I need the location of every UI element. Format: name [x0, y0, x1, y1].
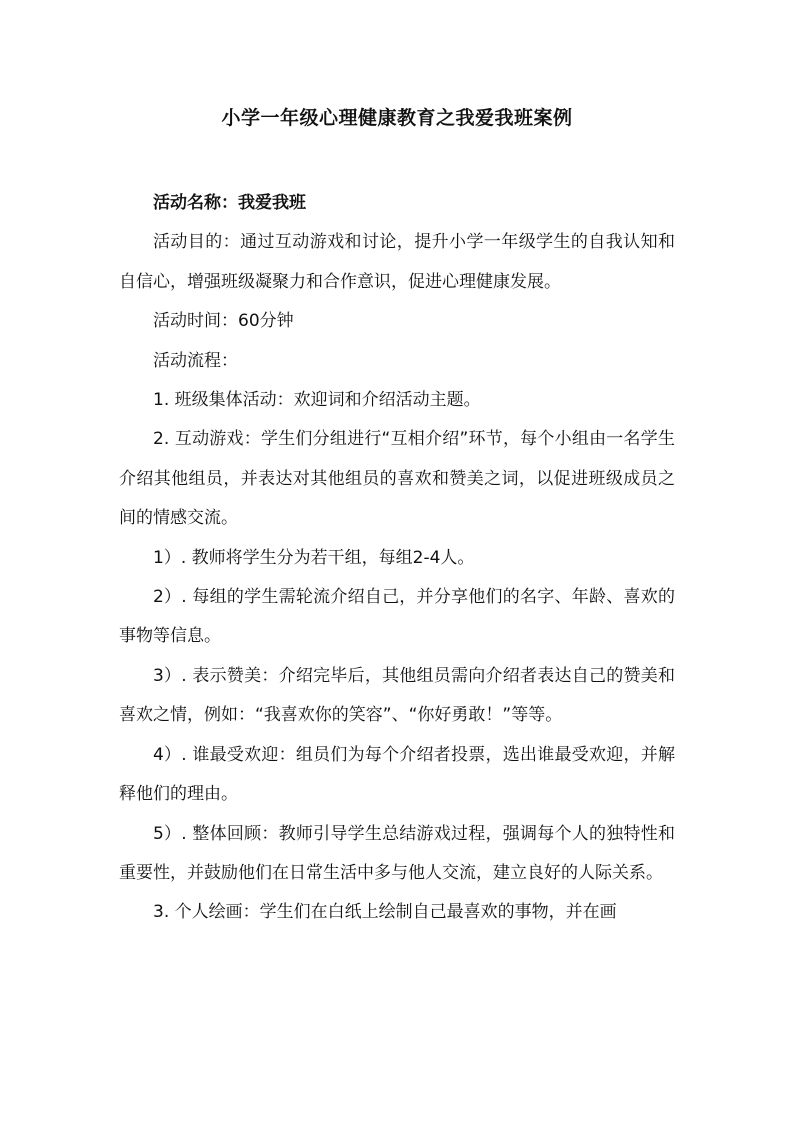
- substep-1-paragraph: 1）. 教师将学生分为若干组，每组2-4人。: [153, 547, 475, 568]
- step-2-paragraph: 2. 互动游戏：学生们分组进行“互相介绍”环节，每个小组由一名学生介绍其他组员，并表达对其他组员的喜欢和赞美之词，以促进班级成员之间的情感交流。: [119, 429, 675, 529]
- activity-purpose-paragraph: 活动目的：通过互动游戏和讨论，提升小学一年级学生的自我认知和自信心，增强班级凝聚力和合作意识，促进心理健康发展。: [119, 232, 675, 292]
- substep-5-paragraph: 5）. 整体回顾：教师引导学生总结游戏过程，强调每个人的独特性和重要性，并鼓励他们在日常生活中多与他人交流，建立良好的人际关系。: [119, 823, 675, 883]
- page-title: 小学一年级心理健康教育之我爱我班案例: [221, 107, 573, 129]
- activity-process-heading: 活动流程：: [153, 350, 238, 371]
- step-1-paragraph: 1. 班级集体活动：欢迎词和介绍活动主题。: [153, 390, 481, 411]
- substep-4-paragraph: 4）. 谁最受欢迎：组员们为每个介绍者投票，选出谁最受欢迎，并解释他们的理由。: [119, 744, 675, 805]
- substep-3-paragraph: 3）. 表示赞美：介绍完毕后，其他组员需向介绍者表达自己的赞美和喜欢之情，例如：“我喜欢你的笑容”、“你好勇敢！”等等。: [119, 665, 675, 726]
- substep-2-paragraph: 2）. 每组的学生需轮流介绍自己，并分享他们的名字、年龄、喜欢的事物等信息。: [119, 587, 675, 647]
- document-body: [119, 184, 675, 933]
- step-3-paragraph: 3. 个人绘画：学生们在白纸上绘制自己最喜欢的事物，并在画: [153, 902, 617, 923]
- activity-name-paragraph: 活动名称：我爱我班: [153, 193, 306, 213]
- activity-time-paragraph: 活动时间：60分钟: [153, 311, 294, 332]
